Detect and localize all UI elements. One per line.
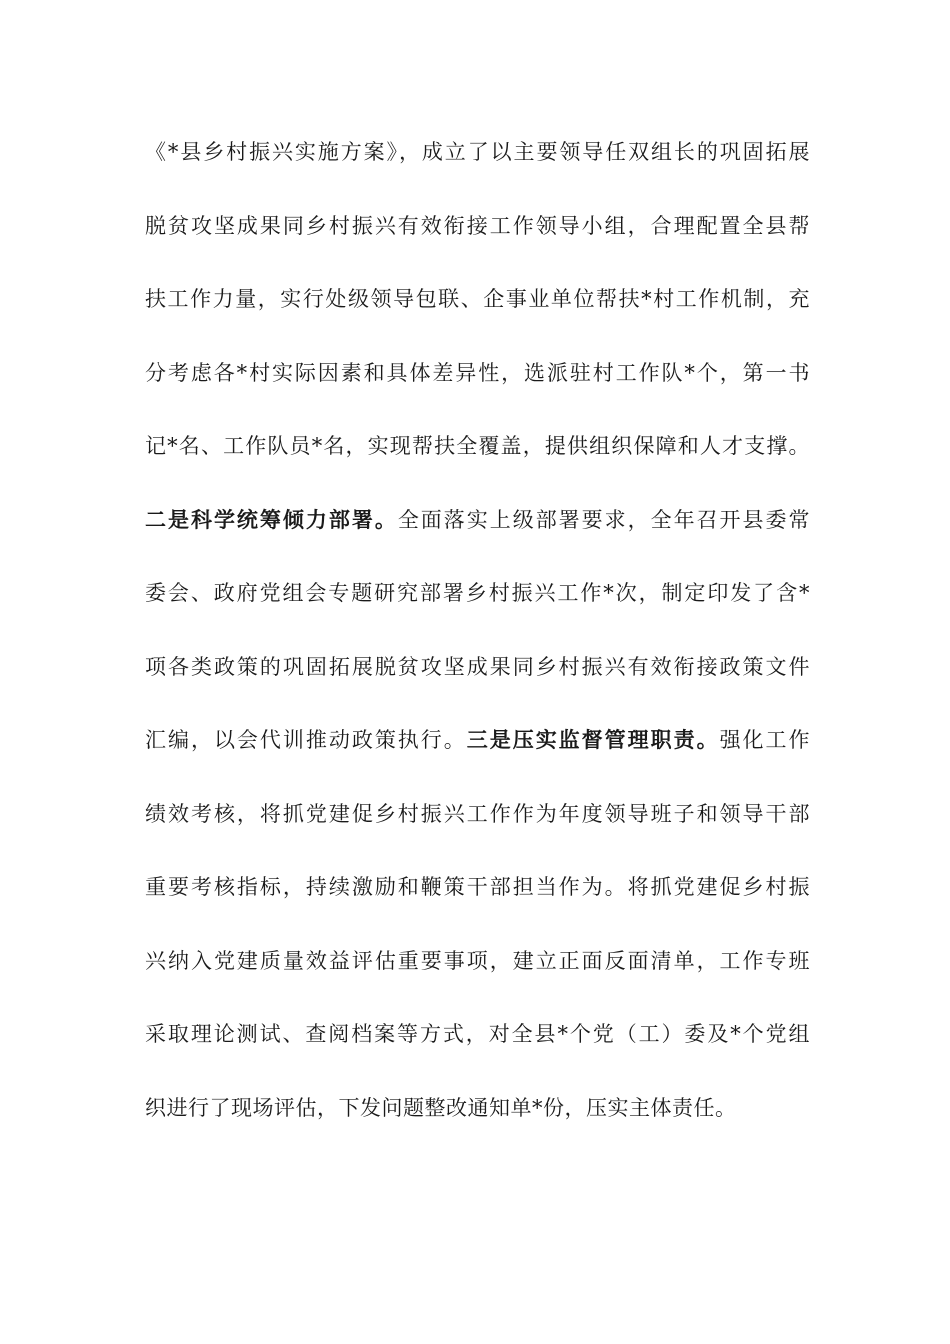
text-run: 分考虑各*村实际因素和具体差异性，选派驻村工作队*个，第一书 <box>145 360 810 385</box>
text-run: 绩效考核，将抓党建促乡村振兴工作作为年度领导班子和领导干部 <box>145 801 810 826</box>
text-run: 扶工作力量，实行处级领导包联、企事业单位帮扶*村工作机制，充 <box>145 287 810 311</box>
text-line <box>145 790 810 864</box>
text-line <box>145 422 810 496</box>
text-run: 重要考核指标，持续激励和鞭策干部担当作为。将抓党建促乡村振 <box>145 875 810 899</box>
text-line <box>145 716 810 790</box>
text-run: 记*名、工作队员*名，实现帮扶全覆盖，提供组织保障和人才支撑。 <box>145 434 810 458</box>
body-text <box>145 128 810 1157</box>
text-line <box>145 863 810 937</box>
text-line <box>145 275 810 349</box>
text-run: 采取理论测试、查阅档案等方式，对全县*个党（工）委及*个党组 <box>145 1022 810 1046</box>
text-line <box>145 937 810 1011</box>
text-run: 兴纳入党建质量效益评估重要事项，建立正面反面清单，工作专班 <box>145 948 810 973</box>
section-heading-2: 二是科学统筹倾力部署。 <box>145 506 398 532</box>
text-line <box>145 349 810 423</box>
text-run: 脱贫攻坚成果同乡村振兴有效衔接工作领导小组，合理配置全县帮 <box>145 213 810 238</box>
text-run: 《*县乡村振兴实施方案》，成立了以主要领导任双组长的巩固拓展 <box>145 140 810 164</box>
text-line <box>145 1010 810 1084</box>
text-line <box>145 569 810 643</box>
text-run: 全面落实上级部署要求，全年召开县委常 <box>397 507 811 532</box>
text-line <box>145 496 810 570</box>
text-run: 项各类政策的巩固拓展脱贫攻坚成果同乡村振兴有效衔接政策文件 <box>145 654 810 679</box>
text-line <box>145 128 810 202</box>
text-run: 强化工作 <box>719 728 811 752</box>
section-heading-3: 三是压实监督管理职责。 <box>466 727 720 752</box>
text-run: 委会、政府党组会专题研究部署乡村振兴工作*次，制定印发了含* <box>145 581 810 605</box>
text-run: 汇编，以会代训推动政策执行。 <box>145 728 467 752</box>
text-line <box>145 202 810 276</box>
text-line <box>145 643 810 717</box>
text-run: 织进行了现场评估，下发问题整改通知单*份，压实主体责任。 <box>145 1095 737 1120</box>
text-line <box>145 1084 810 1158</box>
